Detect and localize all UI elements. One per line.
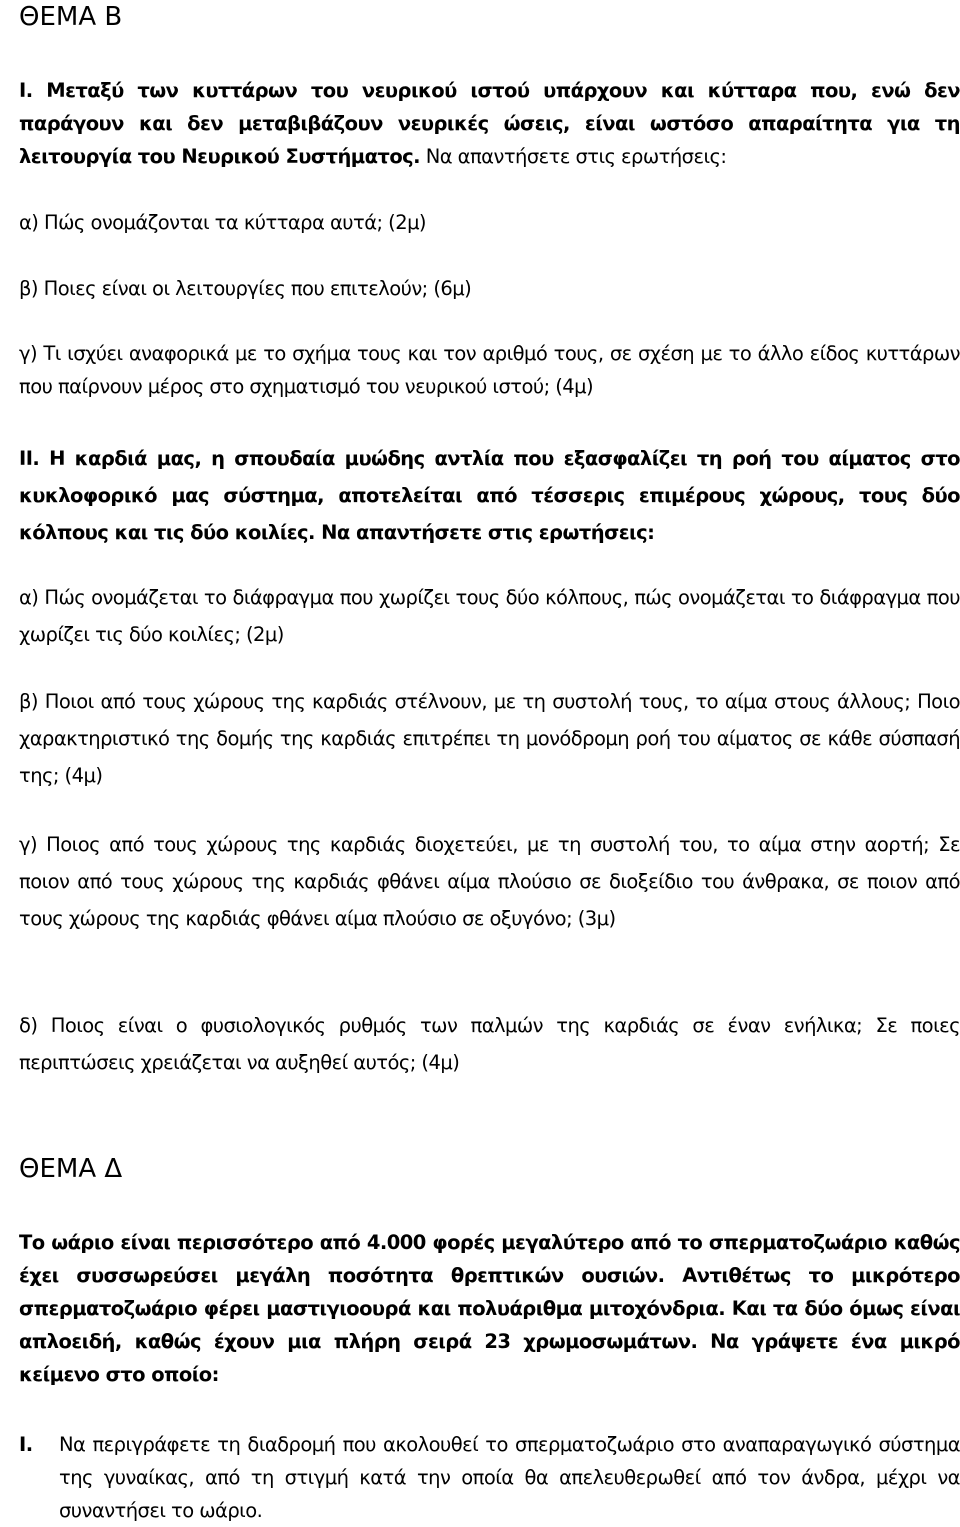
part2-question-a: α) Πώς ονομάζεται το διάφραγμα που χωρίζει τους δύο κόλπους, πώς ονομάζεται το διάφραγμα που χωρίζει τις δύο κοιλίες; (2μ) [19,586,960,646]
part1-intro-tail: Να απαντήσετε στις ερωτήσεις: [420,145,727,168]
part1-question-b: β) Ποιες είναι οι λειτουργίες που επιτελούν; (6μ) [19,277,472,300]
section-d-title: ΘΕΜΑ Δ [19,1154,123,1184]
section-b-title: ΘΕΜΑ Β [19,2,123,32]
section-b-part2-intro: ΙΙ. Η καρδιά μας, η σπουδαία μυώδης αντλία που εξασφαλίζει τη ροή του αίματος στο κυκλοφορικό μας σύστημα, αποτελείται από τέσσερις επιμέρους χώρους, τους δύο κόλπους και τις δύο κοιλίες. Να απαντήσετε στις ερωτήσεις: [19,447,960,544]
section-b-part1-intro [19,74,960,173]
part1-intro-bold: Ι. Μεταξύ των κυττάρων του νευρικού ιστού υπάρχουν και κύτταρα που, ενώ δεν παράγουν και δεν μεταβιβάζουν νευρικές ώσεις, είναι ωστόσο απαραίτητα για τη λειτουργία του Νευρικού Συστήματος. [19,79,960,168]
part1-question-c: γ) Τι ισχύει αναφορικά με το σχήμα τους και τον αριθμό τους, σε σχέση με το άλλο είδος κυττάρων που παίρνουν μέρος στο σχηματισμό του νευρικού ιστού; (4μ) [19,342,960,398]
part1-question-a: α) Πώς ονομάζονται τα κύτταρα αυτά; (2μ) [19,211,426,234]
section-d-intro: Το ωάριο είναι περισσότερο από 4.000 φορές μεγαλύτερο από το σπερματοζωάριο καθώς έχει συσσωρεύσει μεγάλη ποσότητα θρεπτικών ουσιών. Αντιθέτως το μικρότερο σπερματοζωάριο φέρει μαστιγιοουρά και πολυάριθμα μιτοχόνδρια. Και τα δύο όμως είναι απλοειδή, καθώς έχουν μια πλήρη σειρά 23 χρωμοσωμάτων. Να γράψετε ένα μικρό κείμενο στο οποίο: [19,1231,960,1386]
part2-question-d: δ) Ποιος είναι ο φυσιολογικός ρυθμός των παλμών της καρδιάς σε έναν ενήλικα; Σε ποιες περιπτώσεις χρειάζεται να αυξηθεί αυτός; (4μ) [19,1014,960,1074]
part2-question-b: β) Ποιοι από τους χώρους της καρδιάς στέλνουν, με τη συστολή τους, το αίμα στους άλλους; Ποιο χαρακτηριστικό της δομής της καρδιάς επιτρέπει τη μονόδρομη ροή του αίματος σε κάθε σύσπασή της; (4μ) [19,690,960,787]
part2-question-c: γ) Ποιος από τους χώρους της καρδιάς διοχετεύει, με τη συστολή του, το αίμα στην αορτή; Σε ποιον από τους χώρους της καρδιάς φθάνει αίμα πλούσιο σε διοξείδιο του άνθρακα, σε ποιον από τους χώρους της καρδιάς φθάνει αίμα πλούσιο σε οξυγόνο; (3μ) [19,833,960,930]
list-item-marker: I. [19,1433,33,1456]
list-item-text: Να περιγράφετε τη διαδρομή που ακολουθεί το σπερματοζωάριο στο αναπαραγωγικό σύστημα της γυναίκας, από τη στιγμή κατά την οποία θα απελευθερωθεί από τον άνδρα, μέχρι να συναντήσει το ωάριο. [59,1433,960,1522]
